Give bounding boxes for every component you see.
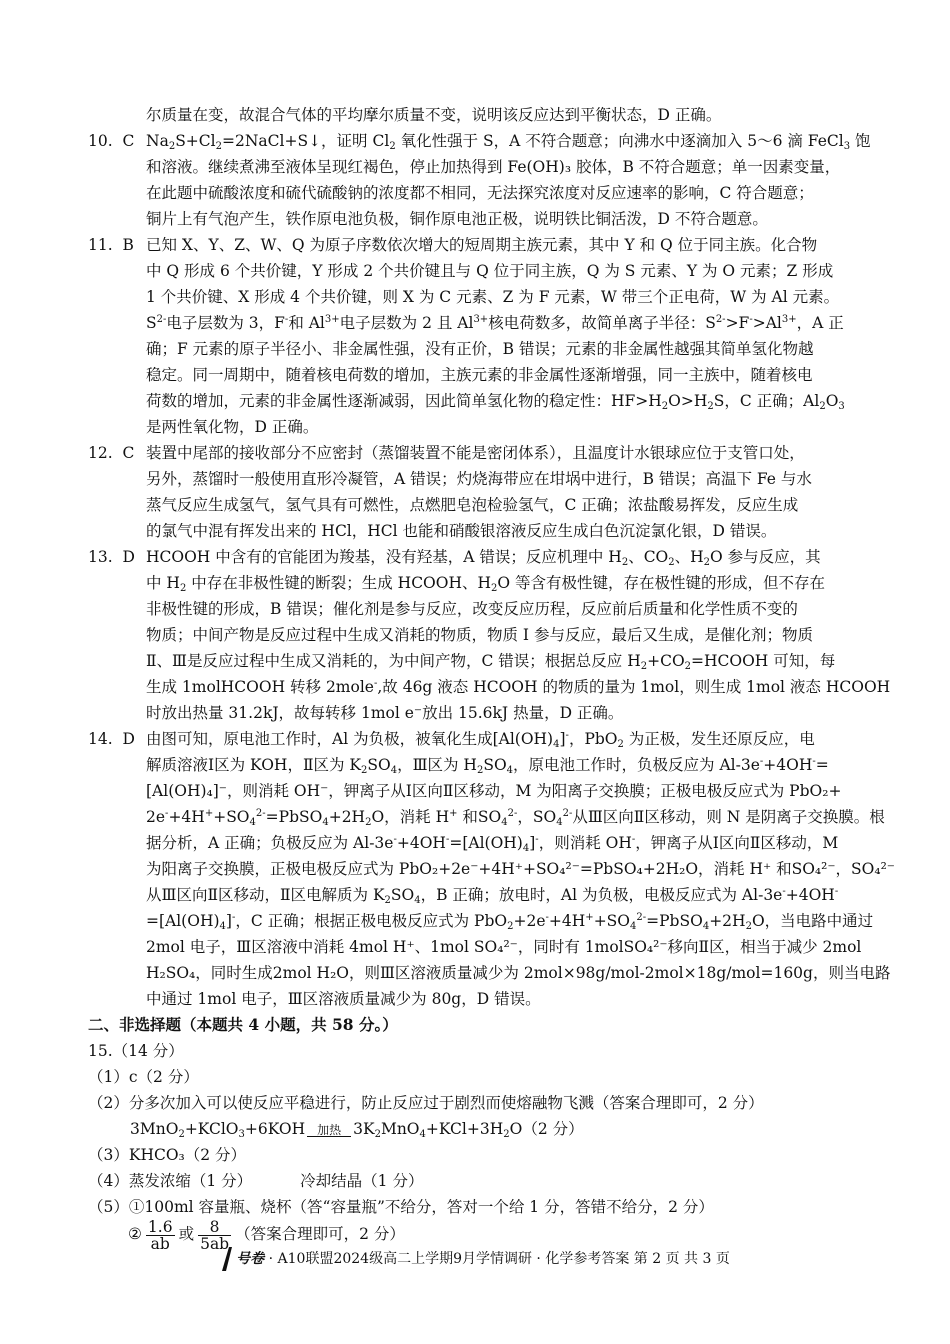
text-line-q14-4: $2e^-+4H^++SO_4^{2-}=PbSO_4+2H_2O$，消耗 H+ 和$SO_4^{2-}$，$SO_4^{2-}$从Ⅲ区向Ⅱ区移动，则 N 是阴离子交换膜。根 [146,808,885,828]
text-line-q13-6: 生成 1molHCOOH 转移 2mole-,故 46g 液态 HCOOH 的物质的量为 1mol，则生成 1mol 液态 HCOOH [146,678,891,696]
q10-answer: C [122,132,135,150]
page-footer: 号卷 · A10联盟2024级高二上学期9月学情调研 · 化学参考答案 第 2 页 共 3 页 [0,1246,950,1272]
footer-text: A10联盟2024级高二上学期9月学情调研 · 化学参考答案 第 2 页 共 3 页 [277,1251,730,1267]
question-number [88,128,134,154]
q11-number: 11. [88,236,113,254]
text-line: 蒸气反应生成氢气，氢气具有可燃性，点燃肥皂泡检验氢气，C 正确；浓盐酸易挥发，反应生成 [146,496,799,514]
text-line-q14-7: 从Ⅲ区向Ⅱ区移动，Ⅱ区电解质为 $K_2SO_4$，B 正确；放电时，Al 为负极，电极反应式为 Al-3e-+4OH- [146,886,839,906]
brand-logo-icon [220,1246,234,1272]
or-word: 或 [178,1225,195,1243]
q15-answer-5: （5）①100ml 容量瓶、烧杯（答“容量瓶”不给分，答对一个给 1 分，答错不给分，2 分） [88,1198,714,1216]
fraction-1-denominator: ab [150,1234,170,1253]
text-line: 铜片上有气泡产生，铁作原电池负极，铜作原电池正极，说明铁比铜活泼，D 不符合题意。 [146,210,768,228]
fraction-1-numerator: 1.6 [147,1217,173,1236]
brand-logo-text: 号卷 [236,1251,265,1267]
q15-answer-1: （1）c（2 分） [88,1068,199,1086]
condition-text: 加热 [317,1122,342,1137]
q10-number: 10. [88,132,113,150]
text-line-q14-8: $=[Al(OH)_4]^-$，C 正确；根据正极电极反应式为 $PbO_2+2e^-+4H^++SO_4^{2-}=PbSO_4+2H_2O$，当电路中通过 [146,912,874,932]
q15-answer-4b: 冷却结晶（1 分） [300,1172,424,1190]
question-number [88,440,134,466]
q15-heading: 15.（14 分） [88,1042,184,1060]
text-line: 2mol 电子，Ⅲ区溶液中消耗 4mol H⁺、1mol SO₄²⁻，同时有 1molSO₄²⁻移向Ⅱ区，相当于减少 2mol [146,938,862,956]
q14-number: 14. [88,730,113,748]
text-line: 和溶液。继续煮沸至液体呈现红褐色，停止加热得到 Fe(OH)₃ 胶体，B 不符合题意；单一因素变量， [146,158,841,176]
text-line-q11-4: $S^{2-}$电子层数为 3，F-和 $Al^{3+}$电子层数为 2 且 $Al^{3+}$核电荷数多，故简单离子半径：$S^{2-}>F^->Al^{3+}$，A 正 [146,314,844,332]
q15-answer-4a: （4）蒸发浓缩（1 分） [88,1172,253,1190]
q15-answer-4 [88,1168,423,1194]
circled-two: ② [128,1225,142,1243]
text-line: 的氯气中混有挥发出来的 HCl，HCl 也能和硝酸银溶液反应生成白色沉淀氯化银，D 错误。 [146,522,777,540]
text-line-q13-1: HCOOH 中含有的官能团为羧基，没有羟基，A 错误；反应机理中 $H_2$、$CO_2$、$H_2O$ 参与反应，其 [146,548,821,568]
q11-answer: B [122,236,134,254]
text-line-q10-1: $Na_2S+Cl_2=2NaCl+S↓$，证明 $Cl_2$ 氧化性强于 S，A 不符合题意；向沸水中逐滴加入 5～6 滴 FeCl$_3$ 饱 [146,132,871,152]
q13-number: 13. [88,548,113,566]
text-line: 确；F 元素的原子半径小、非金属性强，没有正价，B 错误；元素的非金属性越强其简单氢化物越 [146,340,814,358]
q12-number: 12. [88,444,113,462]
q12-answer: C [122,444,135,462]
fraction-2-numerator: 8 [198,1219,231,1236]
question-number [88,232,134,258]
text-line: 稳定。同一周期中，随着核电荷数的增加，主族元素的非金属性逐渐增强，同一主族中，随着核电 [146,366,813,384]
question-number [88,726,135,752]
text-line: 尔质量在变，故混合气体的平均摩尔质量不变，说明该反应达到平衡状态，D 正确。 [146,106,722,124]
answer-note: （答案合理即可，2 分） [235,1225,405,1243]
text-line: 另外，蒸馏时一般使用直形冷凝管，A 错误；灼烧海带应在坩埚中进行，B 错误；高温下 Fe 与水 [146,470,812,488]
q14-answer: D [122,730,135,748]
q15-equation: 3MnO$_2$+KClO$_3$+6KOH 加热 $3K_2MnO_4+KCl+3H_2O(2$ 分） [130,1120,584,1140]
text-line-q11-1: 已知 X、Y、Z、W、Q 为原子序数依次增大的短周期主族元素，其中 Y 和 Q 位于同主族。化合物 [146,236,818,254]
q15-answer-2: （2）分多次加入可以使反应平稳进行，防止反应过于剧烈而使熔融物飞溅（答案合理即可，2 分） [88,1094,764,1112]
q15-answer-3: （3）KHCO₃（2 分） [88,1146,247,1164]
text-line-q14-1: 由图可知，原电池工作时，Al 为负极，被氧化生成$[Al(OH)_4]^-$，PbO$_2$ 为正极，发生还原反应，电 [146,730,815,750]
text-line: [Al(OH)₄]⁻，则消耗 OH⁻，钾离子从Ⅰ区向Ⅱ区移动，M 为阳离子交换膜；正极电极反应式为 PbO₂+ [146,782,842,800]
text-line-q11-7: 荷数的增加，元素的非金属性逐渐减弱，因此简单氢化物的稳定性：$HF>H_2O>H_2S$，C 正确；$Al_2O_3$ [146,392,845,412]
text-line: 在此题中硫酸浓度和硫代硫酸钠的浓度都不相同，无法探究浓度对反应速率的影响，C 符合题意； [146,184,814,202]
q13-answer: D [122,548,135,566]
text-line: 中通过 1mol 电子，Ⅲ区溶液质量减少为 80g，D 错误。 [146,990,541,1008]
text-line-q11-8: 是两性氧化物，D 正确。 [146,418,319,436]
fraction-2-denominator: 5ab [200,1234,230,1253]
question-number [88,544,135,570]
text-line-q12-1: 装置中尾部的接收部分不应密封（蒸馏装置不能是密闭体系），且温度计水银球应位于支管口处， [146,444,805,462]
text-line: 物质；中间产物是反应过程中生成又消耗的物质，物质 I 参与反应，最后又生成，是催化剂；物质 [146,626,813,644]
text-line: 中 Q 形成 6 个共价键，Y 形成 2 个共价键且与 Q 位于同主族，Q 为 S 元素、Y 为 O 元素；Z 形成 [146,262,834,280]
reaction-condition [307,1124,351,1137]
text-line: 时放出热量 31.2kJ，故每转移 1mol e⁻放出 15.6kJ 热量，D 正确。 [146,704,624,722]
text-line: 非极性键的形成，B 错误；催化剂是参与反应，改变反应历程，反应前后质量和化学性质不变的 [146,600,798,618]
text-line-q13-2: 中 $H_2$ 中存在非极性键的断裂；生成 HCOOH、$H_2O$ 等含有极性键，存在极性键的形成，但不存在 [146,574,826,594]
text-line: 1 个共价键、X 形成 4 个共价键，则 X 为 C 元素、Z 为 F 元素，W 带三个正电荷，W 为 Al 元素。 [146,288,840,306]
text-line-q14-2: 解质溶液Ⅰ区为 KOH，Ⅱ区为 $K_2SO_4$，Ⅲ区为 $H_2SO_4$，原电池工作时，负极反应为 Al-3e-+4OH-= [146,756,829,776]
text-line: 为阳离子交换膜，正极电极反应式为 PbO₂+2e⁻+4H⁺+SO₄²⁻=PbSO₄+2H₂O，消耗 H⁺ 和SO₄²⁻，SO₄²⁻ [146,860,895,878]
text-line: H₂SO₄，同时生成2mol H₂O，则Ⅲ区溶液质量减少为 2mol×98g/mol-2mol×18g/mol=160g，则当电路 [146,964,891,982]
text-line-q13-5: Ⅱ、Ⅲ是反应过程中生成又消耗的，为中间产物，C 错误；根据总反应 $H_2+CO_2=HCOOH$ 可知，每 [146,652,836,672]
text-line-q14-5: 据分析，A 正确；负极反应为 $Al-3e^-+4OH^-=[Al(OH)_4]^-$，则消耗 OH-，钾离子从Ⅰ区向Ⅱ区移动，M [146,834,839,854]
section-heading: 二、非选择题（本题共 4 小题，共 58 分。） [88,1015,398,1034]
